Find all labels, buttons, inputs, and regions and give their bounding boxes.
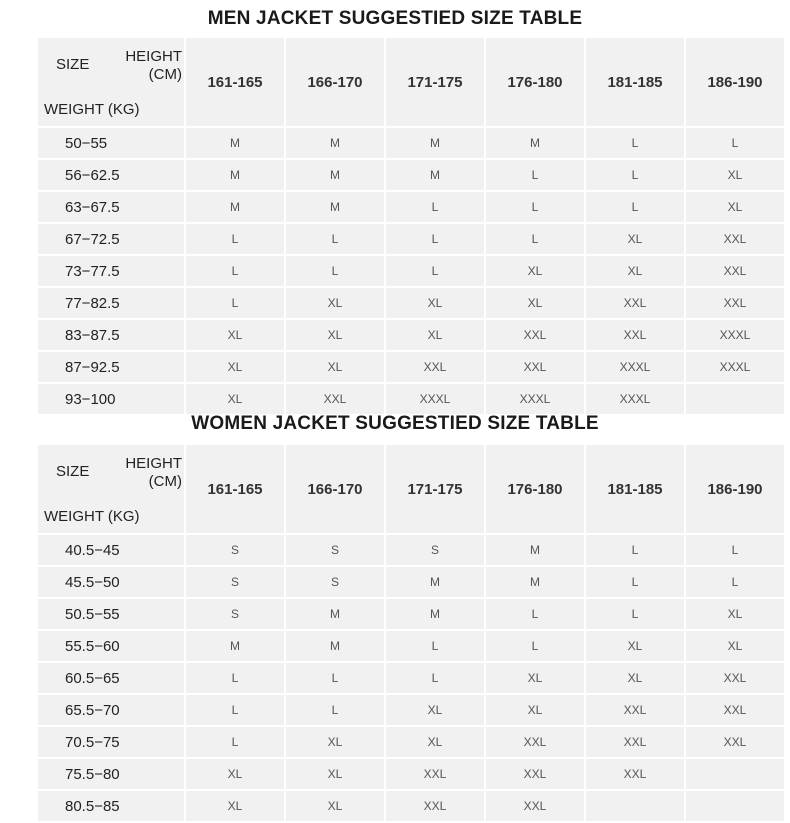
table-row	[38, 128, 784, 158]
size-cell: L	[586, 599, 684, 629]
size-cell: S	[286, 535, 384, 565]
table-row	[38, 759, 784, 789]
size-cell: M	[386, 567, 484, 597]
table-row	[38, 791, 784, 821]
height-unit-label: (CM)	[148, 473, 182, 490]
size-cell: L	[186, 663, 284, 693]
size-cell: XXL	[386, 352, 484, 382]
size-cell: M	[386, 128, 484, 158]
size-cell: L	[286, 256, 384, 286]
corner-cell	[38, 38, 184, 126]
size-label: SIZE	[56, 56, 90, 73]
size-cell: XXXL	[486, 384, 584, 414]
weight-cell: 50.5−55	[38, 599, 184, 629]
weight-cell: 45.5−50	[38, 567, 184, 597]
height-header-cell: 181-185	[586, 38, 684, 126]
size-cell: XXXL	[586, 384, 684, 414]
size-cell: M	[486, 535, 584, 565]
size-cell: M	[286, 599, 384, 629]
men-table-title: MEN JACKET SUGGESTIED SIZE TABLE	[207, 8, 583, 29]
women-size-section	[0, 405, 790, 815]
size-cell: XXL	[486, 791, 584, 821]
size-cell: XL	[386, 288, 484, 318]
size-cell: XL	[686, 160, 784, 190]
weight-cell: 73−77.5	[38, 256, 184, 286]
size-cell: XL	[286, 759, 384, 789]
size-cell: XXXL	[586, 352, 684, 382]
men-size-table	[36, 36, 786, 416]
size-cell: L	[486, 631, 584, 661]
size-cell: M	[286, 128, 384, 158]
size-cell: XL	[186, 791, 284, 821]
table-row	[38, 631, 784, 661]
weight-cell: 65.5−70	[38, 695, 184, 725]
height-header-cell: 161-165	[186, 38, 284, 126]
size-cell: S	[186, 567, 284, 597]
size-cell: XL	[486, 288, 584, 318]
size-cell: XL	[586, 663, 684, 693]
weight-cell: 60.5−65	[38, 663, 184, 693]
size-cell: XL	[286, 320, 384, 350]
size-cell: XXL	[686, 695, 784, 725]
table-row	[38, 567, 784, 597]
size-cell: L	[186, 695, 284, 725]
size-cell: XL	[186, 352, 284, 382]
size-cell: L	[686, 567, 784, 597]
table-row	[38, 288, 784, 318]
size-cell: XL	[586, 256, 684, 286]
size-cell: XL	[186, 384, 284, 414]
size-cell: L	[186, 224, 284, 254]
weight-cell: 70.5−75	[38, 727, 184, 757]
size-cell: L	[686, 128, 784, 158]
table-row	[38, 663, 784, 693]
weight-cell: 67−72.5	[38, 224, 184, 254]
size-cell: XXL	[686, 256, 784, 286]
weight-cell: 55.5−60	[38, 631, 184, 661]
size-cell: L	[286, 695, 384, 725]
size-cell: M	[486, 128, 584, 158]
table-row	[38, 160, 784, 190]
weight-cell: 50−55	[38, 128, 184, 158]
size-cell: XXL	[686, 663, 784, 693]
size-cell: M	[486, 567, 584, 597]
size-cell: XXL	[286, 384, 384, 414]
size-cell: XXL	[486, 727, 584, 757]
table-row	[38, 256, 784, 286]
size-label: SIZE	[56, 463, 90, 480]
height-header-cell: 171-175	[386, 38, 484, 126]
size-cell: L	[686, 535, 784, 565]
size-cell: XL	[286, 791, 384, 821]
size-cell: S	[286, 567, 384, 597]
size-cell: XXL	[586, 320, 684, 350]
size-cell: XL	[286, 288, 384, 318]
weight-cell: 40.5−45	[38, 535, 184, 565]
size-cell: XL	[286, 352, 384, 382]
size-cell: XL	[386, 727, 484, 757]
size-cell: XL	[686, 192, 784, 222]
size-cell: XXL	[586, 288, 684, 318]
size-cell: L	[386, 631, 484, 661]
size-cell: M	[386, 160, 484, 190]
size-cell: L	[386, 663, 484, 693]
table-row	[38, 224, 784, 254]
size-cell: M	[286, 160, 384, 190]
size-cell: L	[186, 288, 284, 318]
height-header-cell: 176-180	[486, 445, 584, 533]
weight-label: WEIGHT (KG)	[44, 101, 140, 118]
men-size-section	[0, 0, 790, 408]
size-cell	[686, 759, 784, 789]
size-cell: S	[186, 535, 284, 565]
size-cell: XL	[186, 759, 284, 789]
size-cell: XL	[686, 631, 784, 661]
women-table-title: WOMEN JACKET SUGGESTIED SIZE TABLE	[191, 413, 599, 434]
height-header-cell: 186-190	[686, 38, 784, 126]
height-header-cell: 161-165	[186, 445, 284, 533]
weight-cell: 83−87.5	[38, 320, 184, 350]
size-cell: L	[586, 567, 684, 597]
size-cell: XXL	[686, 727, 784, 757]
size-cell: L	[386, 256, 484, 286]
size-cell: M	[186, 128, 284, 158]
size-cell: XXL	[686, 288, 784, 318]
header-row	[38, 38, 784, 126]
height-unit-label: (CM)	[148, 66, 182, 83]
size-cell: XL	[186, 320, 284, 350]
weight-cell: 63−67.5	[38, 192, 184, 222]
height-header-cell: 166-170	[286, 38, 384, 126]
height-header-cell: 186-190	[686, 445, 784, 533]
size-cell: L	[486, 599, 584, 629]
table-row	[38, 695, 784, 725]
size-cell: XL	[386, 320, 484, 350]
size-cell: L	[286, 663, 384, 693]
size-cell	[686, 791, 784, 821]
size-cell: M	[286, 631, 384, 661]
size-cell	[586, 791, 684, 821]
height-label	[116, 48, 182, 84]
weight-cell: 75.5−80	[38, 759, 184, 789]
size-cell: L	[586, 160, 684, 190]
weight-label: WEIGHT (KG)	[44, 508, 140, 525]
height-label-line: HEIGHT	[125, 455, 182, 472]
women-size-table	[36, 443, 786, 823]
size-cell: L	[286, 224, 384, 254]
size-cell: S	[186, 599, 284, 629]
size-cell: XXL	[686, 224, 784, 254]
table-row	[38, 599, 784, 629]
height-label	[116, 455, 182, 491]
size-cell: XL	[686, 599, 784, 629]
weight-cell: 56−62.5	[38, 160, 184, 190]
height-header-cell: 176-180	[486, 38, 584, 126]
size-cell: XL	[386, 695, 484, 725]
size-cell: XXL	[486, 320, 584, 350]
size-cell: XXL	[586, 695, 684, 725]
size-cell: L	[186, 727, 284, 757]
table-row	[38, 352, 784, 382]
height-header-cell: 181-185	[586, 445, 684, 533]
weight-cell: 87−92.5	[38, 352, 184, 382]
size-cell: L	[186, 256, 284, 286]
size-cell: XXL	[386, 791, 484, 821]
size-cell: XL	[486, 695, 584, 725]
size-cell: XXXL	[686, 352, 784, 382]
size-cell: M	[386, 599, 484, 629]
size-cell: XXXL	[686, 320, 784, 350]
size-cell: XXXL	[386, 384, 484, 414]
size-cell: L	[386, 192, 484, 222]
height-header-cell: 166-170	[286, 445, 384, 533]
weight-cell: 77−82.5	[38, 288, 184, 318]
size-cell: XXL	[586, 727, 684, 757]
table-row	[38, 192, 784, 222]
size-cell: M	[186, 160, 284, 190]
size-cell: XL	[486, 663, 584, 693]
corner-cell	[38, 445, 184, 533]
size-cell: L	[486, 160, 584, 190]
weight-cell: 93−100	[38, 384, 184, 414]
size-cell: XXL	[486, 352, 584, 382]
size-cell: XXL	[386, 759, 484, 789]
weight-cell: 80.5−85	[38, 791, 184, 821]
table-row	[38, 320, 784, 350]
size-cell: XXL	[586, 759, 684, 789]
size-cell: XL	[586, 631, 684, 661]
size-cell: L	[486, 224, 584, 254]
size-cell: L	[386, 224, 484, 254]
size-cell: S	[386, 535, 484, 565]
size-cell: XL	[586, 224, 684, 254]
size-cell: L	[586, 192, 684, 222]
table-row	[38, 535, 784, 565]
table-row	[38, 727, 784, 757]
size-cell: XL	[486, 256, 584, 286]
header-row	[38, 445, 784, 533]
height-header-cell: 171-175	[386, 445, 484, 533]
size-cell: M	[186, 192, 284, 222]
size-cell: M	[186, 631, 284, 661]
size-cell: M	[286, 192, 384, 222]
height-label-line: HEIGHT	[125, 48, 182, 65]
size-cell: L	[586, 128, 684, 158]
size-cell: XL	[286, 727, 384, 757]
size-cell: L	[486, 192, 584, 222]
size-cell: L	[586, 535, 684, 565]
size-cell: XXL	[486, 759, 584, 789]
